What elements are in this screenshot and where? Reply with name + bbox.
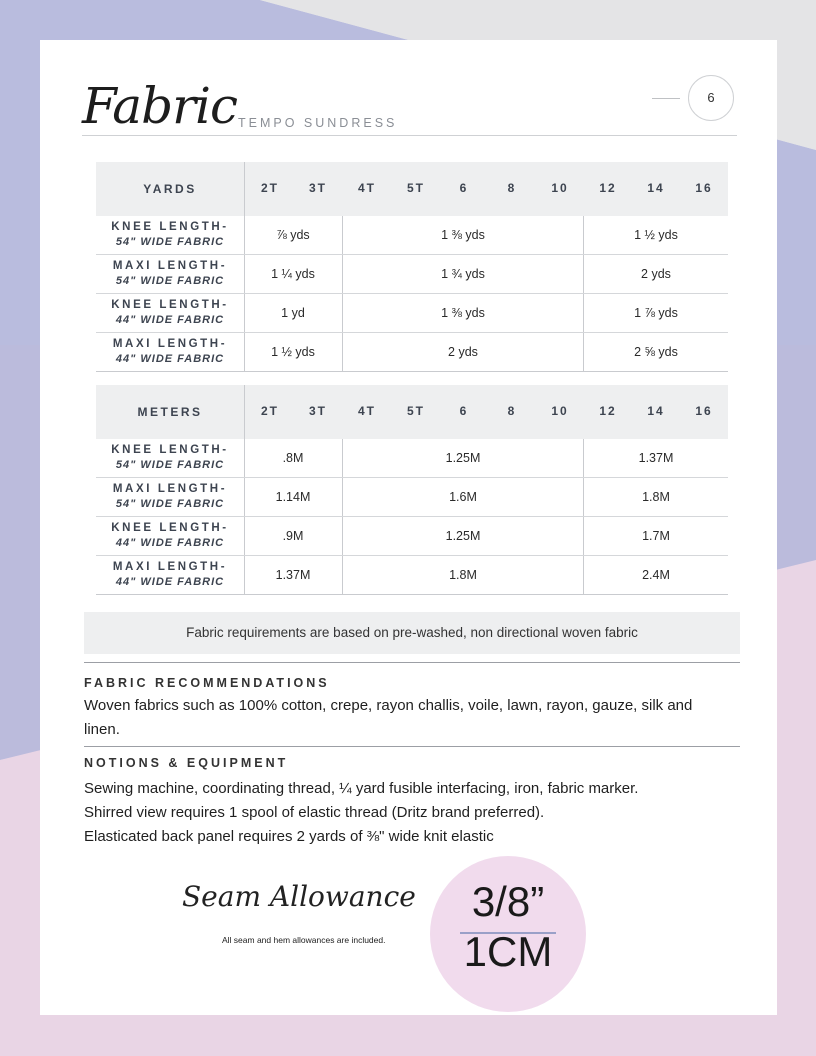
table-row	[96, 439, 728, 478]
notions-line: Shirred view requires 1 spool of elastic thread (Dritz brand preferred).	[84, 804, 545, 821]
row-length: MAXI LENGTH-	[112, 561, 228, 573]
row-width: 54" WIDE FABRIC	[115, 498, 225, 510]
size-label: 6	[459, 404, 469, 418]
cell-size-2t-3t: 1.37M	[275, 568, 311, 582]
row-length: MAXI LENGTH-	[112, 338, 228, 350]
row-width: 44" WIDE FABRIC	[115, 537, 225, 549]
meters-table	[96, 385, 728, 595]
row-length: MAXI LENGTH-	[112, 260, 228, 272]
header-divider-line	[244, 162, 245, 216]
meters-table-header	[96, 385, 728, 439]
size-label: 5T	[406, 181, 425, 195]
row-label	[96, 337, 244, 367]
row-label	[96, 482, 244, 512]
size-label: 10	[551, 181, 569, 195]
row-label	[96, 259, 244, 289]
size-label: 8	[507, 404, 517, 418]
row-width: 54" WIDE FABRIC	[115, 275, 225, 287]
size-label: 6	[459, 181, 469, 195]
yards-table-header	[96, 162, 728, 216]
size-label: 4T	[357, 181, 376, 195]
cell-size-4t-10: 1.8M	[449, 568, 477, 582]
size-label: 12	[599, 404, 617, 418]
seam-allowance-imperial: 3/8”	[471, 878, 545, 925]
cell-size-4t-10: 1.25M	[445, 529, 481, 543]
cell-size-12-16: 1 ½ yds	[634, 228, 678, 242]
cell-size-2t-3t: 1 yd	[281, 306, 305, 320]
cell-size-2t-3t: 1 ½ yds	[271, 345, 315, 359]
header-divider	[82, 135, 737, 136]
size-label: 4T	[357, 404, 376, 418]
yards-unit-label: YARDS	[143, 182, 197, 196]
size-label: 2T	[260, 181, 279, 195]
row-length: KNEE LENGTH-	[111, 522, 229, 534]
fabric-recommendations-heading: FABRIC RECOMMENDATIONS	[84, 676, 330, 690]
page-number: 6	[688, 75, 734, 121]
size-label: 14	[647, 181, 665, 195]
size-label: 3T	[308, 181, 327, 195]
yards-table	[96, 162, 728, 372]
cell-size-4t-10: 1 ⅜ yds	[441, 306, 485, 320]
fabric-recommendations-text: Woven fabrics such as 100% cotton, crepe, rayon challis, voile, lawn, rayon, gauze, silk and linen.	[84, 697, 693, 738]
seam-allowance-title: Seam Allowance	[182, 880, 416, 913]
table-row	[96, 294, 728, 333]
row-width: 54" WIDE FABRIC	[115, 236, 225, 248]
cell-size-2t-3t: 1.14M	[275, 490, 311, 504]
row-width: 44" WIDE FABRIC	[115, 576, 225, 588]
pattern-page	[40, 40, 777, 1015]
row-length: KNEE LENGTH-	[111, 299, 229, 311]
cell-size-4t-10: 1 ⅜ yds	[441, 228, 485, 242]
size-label: 10	[551, 404, 569, 418]
row-length: KNEE LENGTH-	[111, 444, 229, 456]
row-label	[96, 560, 244, 590]
row-width: 44" WIDE FABRIC	[115, 353, 225, 365]
size-label: 5T	[406, 404, 425, 418]
seam-allowance-badge	[430, 856, 586, 1012]
cell-size-4t-10: 2 yds	[448, 345, 478, 359]
meters-unit-label: METERS	[137, 405, 203, 419]
row-length: MAXI LENGTH-	[112, 483, 228, 495]
size-label: 2T	[260, 404, 279, 418]
cell-size-4t-10: 1 ¾ yds	[441, 267, 485, 281]
cell-size-12-16: 1.37M	[638, 451, 674, 465]
fabric-requirements-note: Fabric requirements are based on pre-washed, non directional woven fabric	[84, 612, 740, 654]
cell-size-4t-10: 1.6M	[449, 490, 477, 504]
size-label: 3T	[308, 404, 327, 418]
table-row	[96, 255, 728, 294]
seam-allowance-metric: 1CM	[463, 928, 553, 975]
cell-size-12-16: 1.8M	[642, 490, 670, 504]
cell-size-12-16: 2 yds	[641, 267, 671, 281]
cell-size-12-16: 2 ⅝ yds	[634, 345, 678, 359]
table-row	[96, 556, 728, 595]
size-label: 14	[647, 404, 665, 418]
row-length: KNEE LENGTH-	[111, 221, 229, 233]
size-label: 8	[507, 181, 517, 195]
row-width: 54" WIDE FABRIC	[115, 459, 225, 471]
section-divider	[84, 662, 740, 663]
size-label: 16	[695, 404, 713, 418]
notions-heading: NOTIONS & EQUIPMENT	[84, 756, 289, 770]
row-width: 44" WIDE FABRIC	[115, 314, 225, 326]
table-row	[96, 517, 728, 556]
size-label: 16	[695, 181, 713, 195]
cell-size-2t-3t: 1 ¼ yds	[271, 267, 315, 281]
table-row	[96, 216, 728, 255]
cell-size-2t-3t: .9M	[282, 529, 304, 543]
table-row	[96, 333, 728, 372]
row-label	[96, 220, 244, 250]
seam-allowance-note: All seam and hem allowances are included.	[222, 935, 386, 945]
cell-size-2t-3t: .8M	[282, 451, 304, 465]
cell-size-2t-3t: ⅞ yds	[276, 228, 310, 242]
row-label	[96, 443, 244, 473]
cell-size-12-16: 2.4M	[642, 568, 670, 582]
cell-size-12-16: 1.7M	[642, 529, 670, 543]
notions-line: Elasticated back panel requires 2 yards of ⅜" wide knit elastic	[84, 828, 494, 845]
size-label: 12	[599, 181, 617, 195]
table-row	[96, 478, 728, 517]
page-number-dash	[652, 98, 680, 99]
pattern-name: TEMPO SUNDRESS	[238, 116, 398, 130]
cell-size-4t-10: 1.25M	[445, 451, 481, 465]
row-label	[96, 521, 244, 551]
row-label	[96, 298, 244, 328]
page-header	[82, 76, 737, 136]
cell-size-12-16: 1 ⅞ yds	[634, 306, 678, 320]
notions-line: Sewing machine, coordinating thread, ¼ yard fusible interfacing, iron, fabric marker.	[84, 780, 639, 797]
header-divider-line	[244, 385, 245, 439]
page-title: Fabric	[82, 77, 238, 135]
section-divider	[84, 746, 740, 747]
